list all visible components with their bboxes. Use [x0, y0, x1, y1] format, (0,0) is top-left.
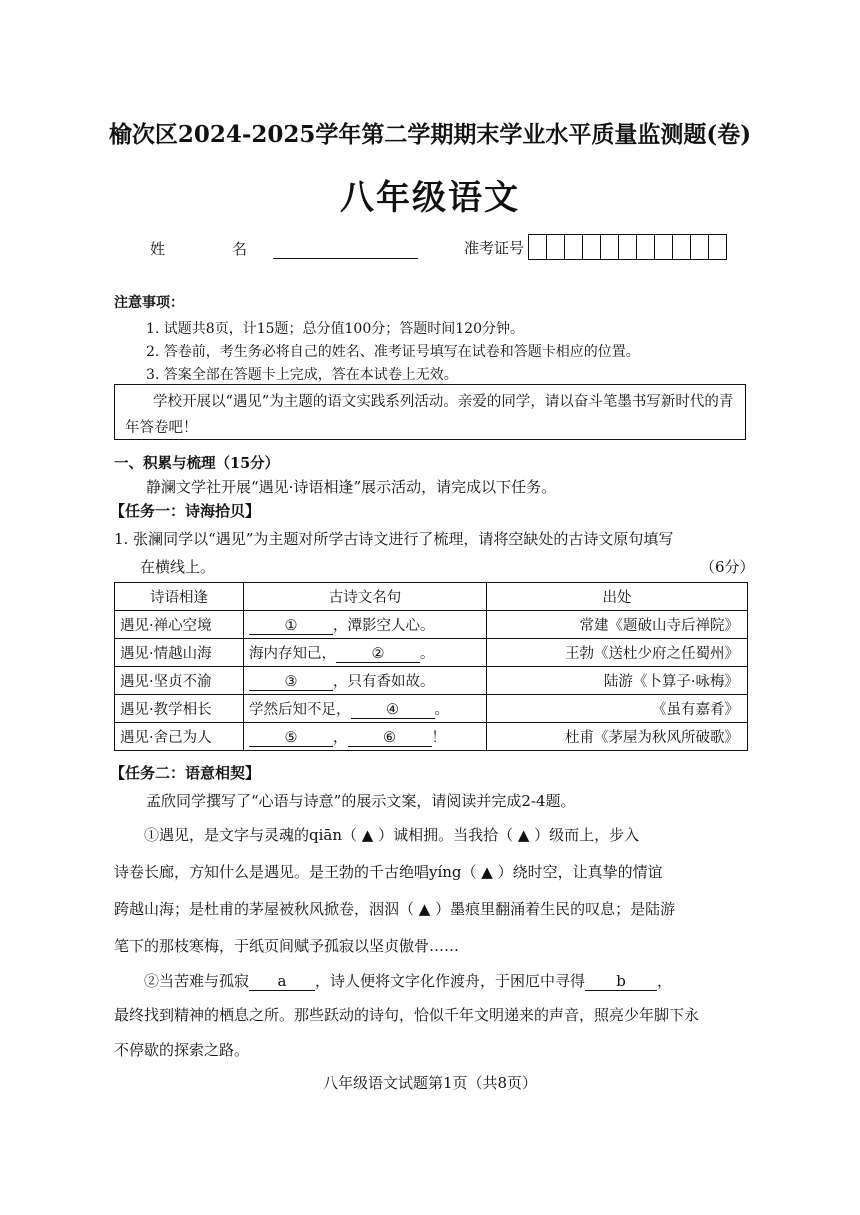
verse-cell [244, 639, 487, 667]
theme-cell: 遇见·禅心空境 [115, 611, 244, 639]
passage-text: ，诗人便将文字化作渡舟，于困厄中寻得 [315, 972, 586, 990]
verse-text: ，潭影空人心。 [333, 618, 435, 634]
theme-cell: 遇见·坚贞不渝 [115, 667, 244, 695]
question-1-line1: 1. 张澜同学以“遇见”为主题对所学古诗文进行了梳理，请将空缺处的古诗文原句填写 [114, 530, 674, 548]
id-row [464, 234, 727, 260]
name-row [150, 238, 418, 259]
task-intro: 孟欣同学撰写了“心语与诗意”的展示文案，请阅读并完成2-4题。 [146, 792, 576, 810]
poetry-table [114, 582, 748, 751]
fill-blank[interactable]: ② [336, 646, 420, 663]
fill-blank[interactable]: ⑥ [348, 730, 432, 747]
table-row [115, 639, 748, 667]
source-cell: 常建《题破山寺后禅院》 [487, 611, 748, 639]
verse-text: 海内存知己， [249, 646, 336, 662]
source-cell: 杜甫《茅屋为秋风所破歌》 [487, 723, 748, 751]
verse-text: ！ [431, 730, 446, 746]
verse-text: 学然后知不足， [249, 702, 351, 718]
header-cell: 古诗文名句 [244, 583, 487, 611]
fill-blank[interactable]: ① [249, 618, 333, 635]
table-row [115, 667, 748, 695]
passage-text: ， [657, 972, 673, 990]
fill-blank[interactable]: ⑤ [249, 730, 333, 747]
verse-cell [244, 667, 487, 695]
exam-title: 榆次区2024-2025学年第二学期期末学业水平质量监测题(卷) [108, 121, 752, 148]
task-heading: 【任务一：诗海拾贝】 [110, 502, 261, 520]
section-heading: 一、积累与梳理（15分） [114, 455, 280, 472]
table-row [115, 723, 748, 751]
table-header-row [115, 583, 748, 611]
blank-b[interactable]: b [585, 972, 657, 991]
passage-line: ①遇见，是文字与灵魂的qiān（ ▲ ）诚相拥。当我拾（ ▲ ）级而上，步入 [144, 826, 640, 844]
table-row [115, 611, 748, 639]
header-cell: 诗语相逢 [115, 583, 244, 611]
note-item: 3. 答案全部在答题卡上完成，答在本试卷上无效。 [146, 367, 458, 383]
passage-line: 跨越山海；是杜甫的茅屋被秋风掀卷，洇泅（ ▲ ）墨痕里翻涌着生民的叹息；是陆游 [114, 900, 676, 918]
page-footer: 八年级语文试题第1页（共8页） [322, 1074, 538, 1092]
name-blank[interactable] [273, 244, 418, 259]
header-cell: 出处 [487, 583, 748, 611]
intro-box: 学校开展以“遇见”为主题的语文实践系列活动。亲爱的同学，请以奋斗笔墨书写新时代的青年答卷吧！ [114, 384, 746, 440]
passage-line: 最终找到精神的栖息之所。那些跃动的诗句，恰似千年文明递来的声音，照亮少年脚下永 [114, 1006, 700, 1024]
theme-cell: 遇见·情越山海 [115, 639, 244, 667]
fill-blank[interactable]: ④ [351, 702, 435, 719]
verse-text: 。 [420, 646, 435, 662]
passage-line: 诗卷长廊，方知什么是遇见。是王勃的千古绝唱yíng（ ▲ ）绕时空，让真挚的情谊 [114, 863, 663, 881]
verse-text: ，只有香如故。 [333, 674, 435, 690]
passage-line: 不停歇的探索之路。 [114, 1041, 250, 1059]
theme-cell: 遇见·教学相长 [115, 695, 244, 723]
question-1-score: （6分） [700, 558, 755, 576]
verse-text: 。 [434, 702, 449, 718]
subject-title: 八年级语文 [340, 178, 520, 218]
id-label: 准考证号 [464, 238, 525, 257]
id-number-boxes[interactable] [528, 234, 727, 260]
task-heading: 【任务二：语意相契】 [110, 764, 261, 782]
name-label: 姓 名 [150, 240, 274, 258]
question-1-line2: 在横线上。 [140, 558, 216, 576]
fill-blank[interactable]: ③ [249, 674, 333, 691]
section-intro: 静澜文学社开展“遇见·诗语相逢”展示活动，请完成以下任务。 [146, 478, 557, 496]
verse-cell [244, 695, 487, 723]
notes-heading: 注意事项： [114, 295, 184, 311]
verse-text: ， [333, 730, 348, 746]
passage-line [114, 970, 750, 991]
passage-line: 笔下的那枝寒梅，于纸页间赋予孤寂以坚贞傲骨…… [114, 937, 460, 955]
note-item: 2. 答卷前，考生务必将自己的姓名、准考证号填写在试卷和答题卡相应的位置。 [146, 344, 640, 360]
passage-text: ②当苦难与孤寂 [144, 972, 250, 990]
note-item: 1. 试题共8页，计15题；总分值100分；答题时间120分钟。 [146, 321, 524, 337]
source-cell: 王勃《送杜少府之任蜀州》 [487, 639, 748, 667]
source-cell: 《虽有嘉肴》 [487, 695, 748, 723]
blank-a[interactable]: a [249, 972, 315, 991]
table-row [115, 695, 748, 723]
verse-cell [244, 723, 487, 751]
source-cell: 陆游《卜算子·咏梅》 [487, 667, 748, 695]
verse-cell [244, 611, 487, 639]
theme-cell: 遇见·舍己为人 [115, 723, 244, 751]
